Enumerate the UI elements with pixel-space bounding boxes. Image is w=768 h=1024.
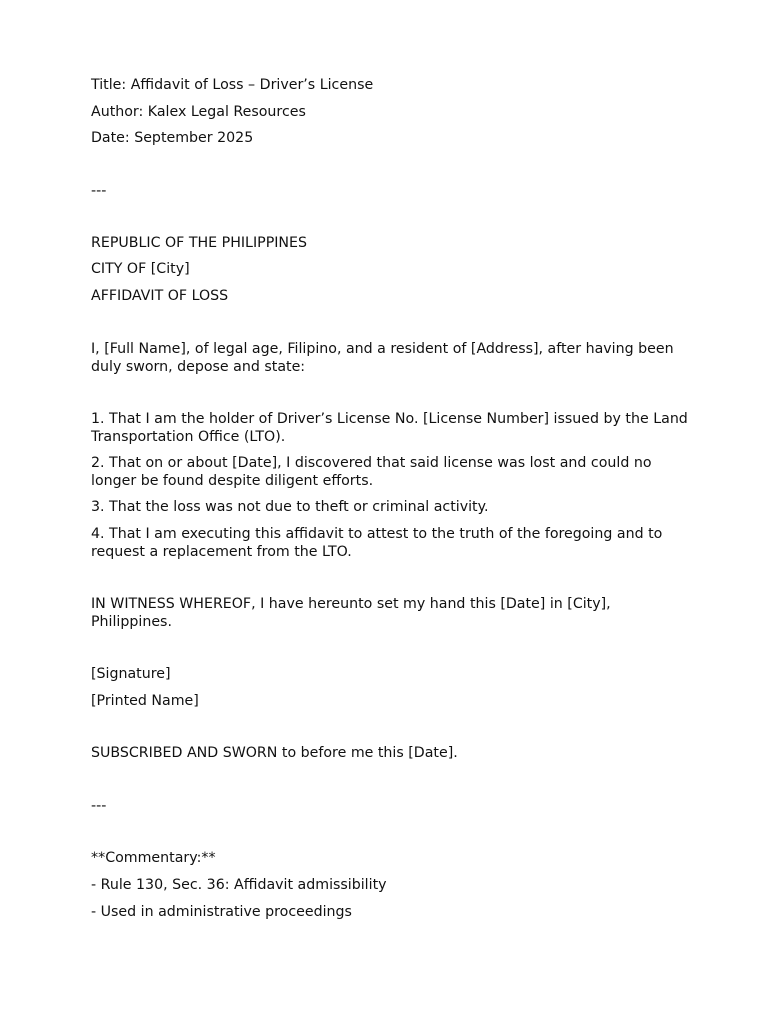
title-line: Title: Affidavit of Loss – Driver’s License	[91, 77, 374, 93]
commentary-item: - Rule 130, Sec. 36: Affidavit admissibility	[91, 877, 387, 893]
statement-2: 2. That on or about [Date], I discovered that said license was lost and could no longer be found despite diligent efforts.	[91, 455, 652, 489]
affidavit-heading: AFFIDAVIT OF LOSS	[91, 288, 229, 304]
republic-heading: REPUBLIC OF THE PHILIPPINES	[91, 235, 308, 251]
statement-1: 1. That I am the holder of Driver’s License No. [License Number] issued by the Land Transportation Office (LTO).	[91, 411, 688, 445]
date-line: Date: September 2025	[91, 130, 254, 146]
statement-3: 3. That the loss was not due to theft or criminal activity.	[91, 499, 489, 515]
commentary-heading: **Commentary:**	[91, 850, 216, 866]
commentary-item: - Used in administrative proceedings	[91, 904, 352, 920]
separator: ---	[91, 183, 107, 199]
witness-paragraph: IN WITNESS WHEREOF, I have hereunto set my hand this [Date] in [City], Philippines.	[91, 596, 611, 630]
printed-name-placeholder: [Printed Name]	[91, 693, 199, 709]
city-heading: CITY OF [City]	[91, 261, 190, 277]
statement-4: 4. That I am executing this affidavit to attest to the truth of the foregoing and to request a replacement from the LTO.	[91, 526, 663, 560]
subscribed-line: SUBSCRIBED AND SWORN to before me this [Date].	[91, 745, 458, 761]
separator: ---	[91, 798, 107, 814]
author-line: Author: Kalex Legal Resources	[91, 104, 306, 120]
signature-placeholder: [Signature]	[91, 666, 171, 682]
intro-paragraph: I, [Full Name], of legal age, Filipino, and a resident of [Address], after having been duly sworn, depose and state:	[91, 341, 674, 375]
